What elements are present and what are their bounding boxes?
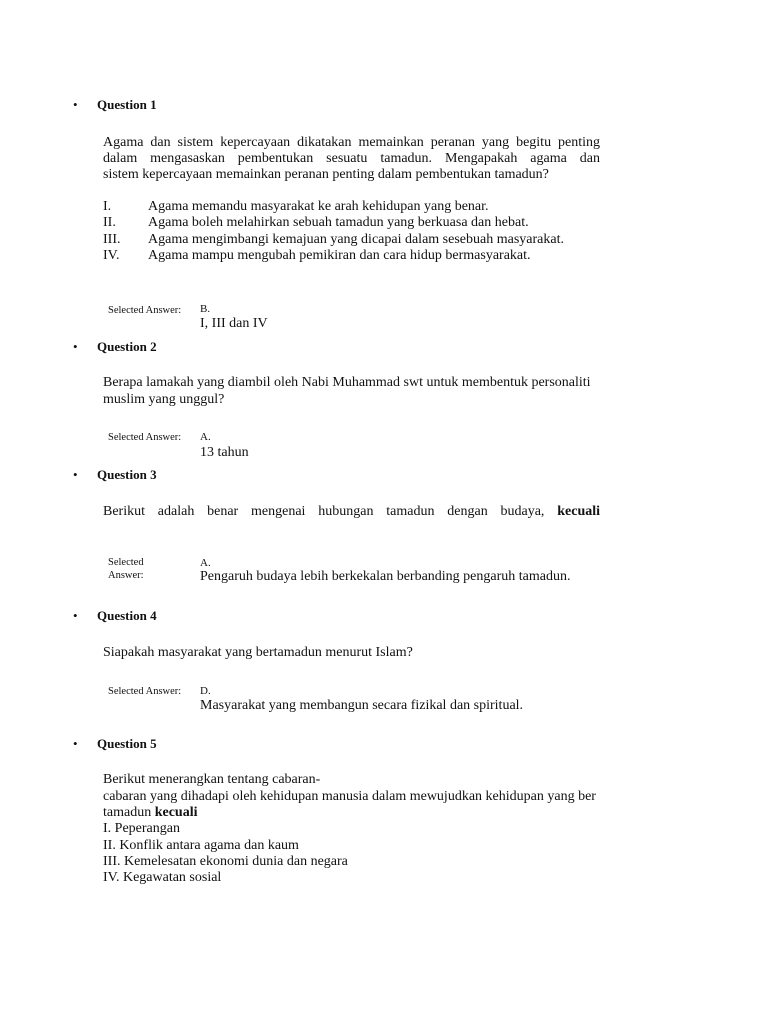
question-5-item: I. Peperangan	[103, 821, 180, 836]
question-5-text-line: cabaran yang dihadapi oleh kehidupan manusia dalam mewujudkan kehidupan yang ber	[103, 789, 596, 804]
question-3-text: Berikut adalah benar mengenai hubungan tamadun dengan budaya, kecuali	[103, 504, 601, 519]
selected-answer-letter: A.	[200, 431, 211, 443]
question-title: Question 1	[97, 97, 157, 112]
selected-answer-label: Selected Answer:	[108, 686, 182, 697]
question-4-text: Siapakah masyarakat yang bertamadun menurut Islam?	[103, 645, 413, 660]
question-5-item: IV. Kegawatan sosial	[103, 870, 222, 885]
question-5-text-line: Berikut menerangkan tentang cabaran-	[103, 772, 321, 787]
selected-answer-text: 13 tahun	[200, 445, 249, 460]
question-1-text-line: dalam mengasaskan pembentukan sesuatu tamadun. Mengapakah agama dan	[103, 151, 600, 166]
question-1-heading: • Question 1	[73, 97, 157, 112]
question-title: Question 5	[97, 736, 157, 751]
question-1-option: II. Agama boleh melahirkan sebuah tamadun yang berkuasa dan hebat.	[103, 215, 529, 230]
question-2-text-line: muslim yang unggul?	[103, 392, 225, 407]
selected-answer-label: Selected Answer:	[108, 557, 144, 581]
selected-answer-letter: D.	[200, 685, 211, 697]
question-5-text-line: tamadun kecuali	[103, 805, 198, 820]
question-title: Question 4	[97, 608, 157, 623]
selected-answer-text: Pengaruh budaya lebih berkekalan berbanding pengaruh tamadun.	[200, 569, 571, 584]
question-1-text-line: sistem kepercayaan memainkan peranan penting dalam pembentukan tamadun?	[103, 167, 549, 182]
question-1-text-line: Agama dan sistem kepercayaan dikatakan memainkan peranan yang begitu penting	[103, 135, 600, 150]
question-1-option: IV. Agama mampu mengubah pemikiran dan cara hidup bermasyarakat.	[103, 248, 531, 263]
question-2-text-line: Berapa lamakah yang diambil oleh Nabi Muhammad swt untuk membentuk personaliti	[103, 375, 591, 390]
selected-answer-letter: A.	[200, 557, 211, 569]
selected-answer-letter: B.	[200, 303, 211, 315]
question-title: Question 3	[97, 467, 157, 482]
question-4-heading: • Question 4	[73, 608, 157, 623]
question-1-option: I. Agama memandu masyarakat ke arah kehidupan yang benar.	[103, 199, 489, 214]
question-5-heading: • Question 5	[73, 736, 157, 751]
selected-answer-label: Selected Answer:	[108, 305, 182, 316]
selected-answer-text: I, III dan IV	[200, 316, 268, 331]
question-1-option: III. Agama mengimbangi kemajuan yang dicapai dalam sesebuah masyarakat.	[103, 232, 564, 247]
question-5-item: III. Kemelesatan ekonomi dunia dan negara	[103, 854, 348, 869]
question-3-heading: • Question 3	[73, 467, 157, 482]
selected-answer-text: Masyarakat yang membangun secara fizikal dan spiritual.	[200, 698, 524, 713]
question-title: Question 2	[97, 339, 157, 354]
question-5-item: II. Konflik antara agama dan kaum	[103, 838, 299, 853]
selected-answer-label: Selected Answer:	[108, 432, 182, 443]
question-2-heading: • Question 2	[73, 339, 157, 354]
